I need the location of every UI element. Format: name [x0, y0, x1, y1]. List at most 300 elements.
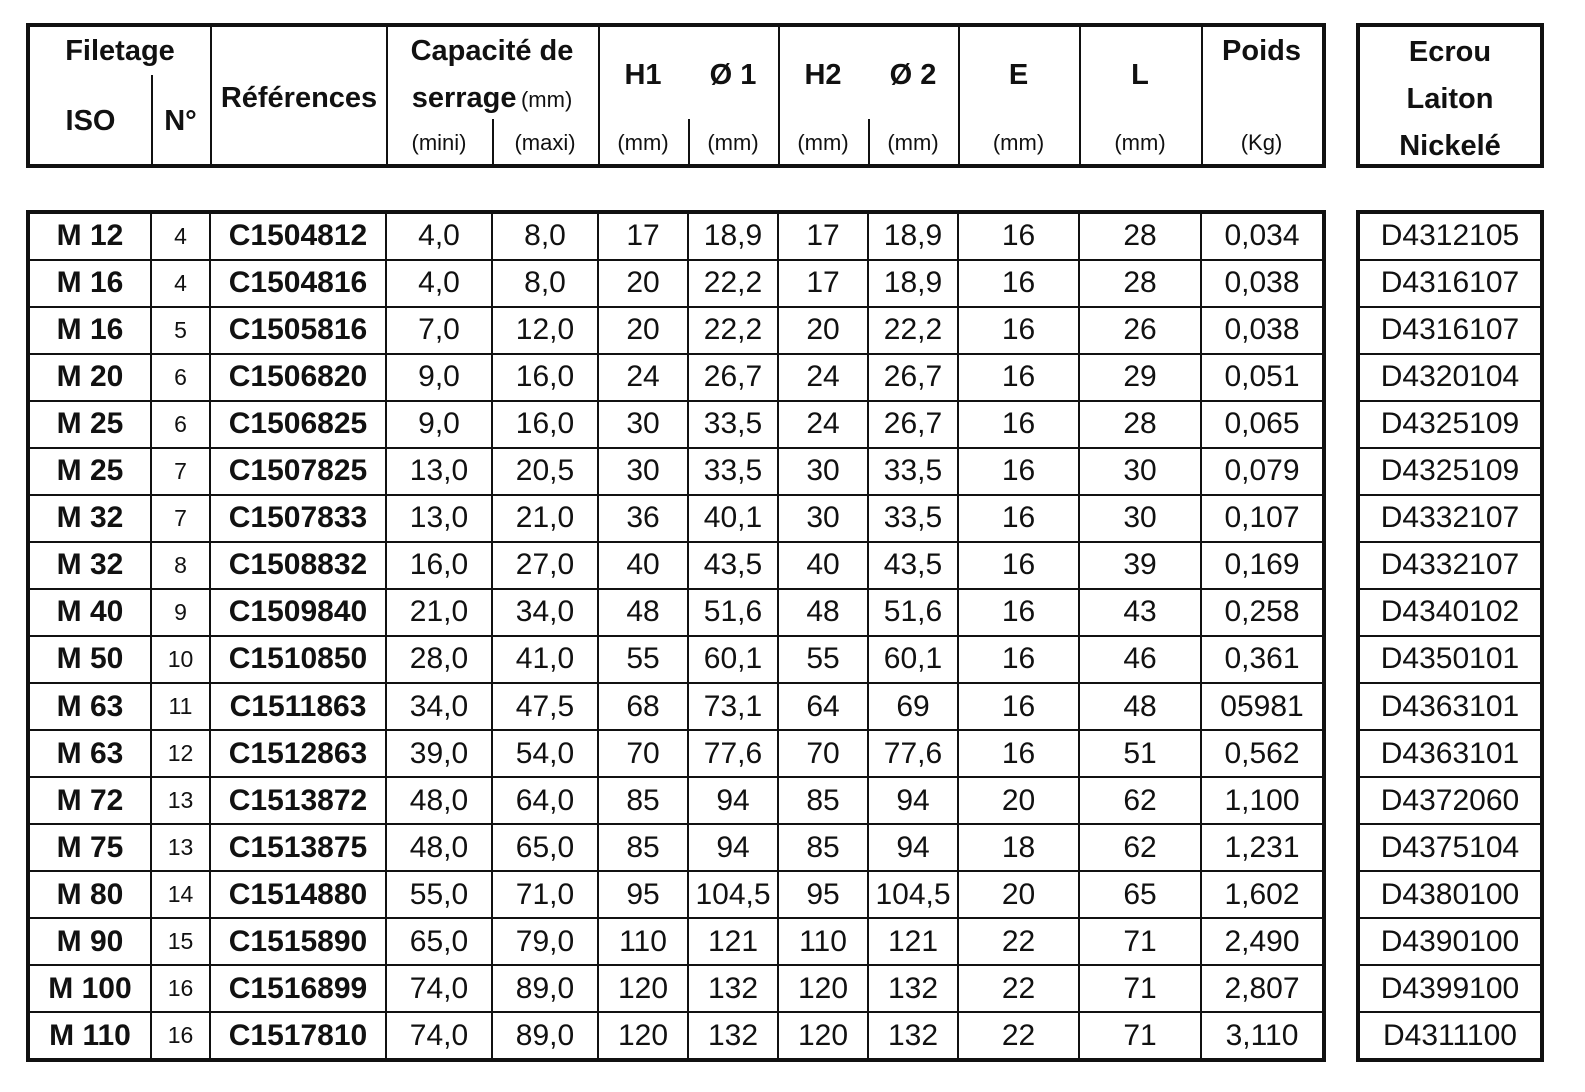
cell-ecrou: D4311100	[1382, 1018, 1517, 1052]
cell-num: 5	[151, 307, 210, 354]
cell-d2: 33,5	[868, 448, 958, 495]
cell-poids: 0,038	[1201, 260, 1322, 307]
cell-d1: 22,2	[688, 260, 778, 307]
cell-num: 9	[151, 589, 210, 636]
header-l-unit: (mm)	[1114, 130, 1166, 155]
ecrou-row	[1360, 589, 1540, 636]
cell-d2: 77,6	[868, 730, 958, 777]
ecrou-row	[1360, 965, 1540, 1012]
header-h2: H2	[804, 59, 842, 91]
cell-l: 39	[1079, 542, 1201, 589]
cell-ref: C1506825	[210, 401, 386, 448]
cell-ref: C1510850	[210, 636, 386, 683]
cell-h1: 20	[598, 260, 688, 307]
cell-h1: 48	[598, 589, 688, 636]
cell-ref: C1509840	[210, 589, 386, 636]
ecrou-header-line1: Ecrou	[1408, 36, 1492, 68]
cell-h2: 70	[778, 730, 868, 777]
cell-poids: 2,807	[1201, 965, 1322, 1012]
cell-d2: 132	[868, 965, 958, 1012]
cell-l: 62	[1079, 777, 1201, 824]
cell-maxi: 12,0	[492, 307, 598, 354]
cell-d1: 51,6	[688, 589, 778, 636]
ecrou-header	[1356, 23, 1544, 168]
ecrou-row	[1360, 307, 1540, 354]
cell-d1: 73,1	[688, 683, 778, 730]
header-capacite-unit: (mm)	[520, 87, 573, 112]
ecrou-header-line2: Laiton	[1406, 83, 1494, 115]
cell-mini: 13,0	[386, 495, 492, 542]
cell-mini: 21,0	[386, 589, 492, 636]
cell-ecrou: D4332107	[1360, 542, 1540, 589]
cell-h1: 36	[598, 495, 688, 542]
cell-d1: 94	[688, 824, 778, 871]
cell-d1: 132	[688, 1012, 778, 1058]
cell-h1: 120	[598, 965, 688, 1012]
cell-num: 4	[151, 214, 210, 260]
cell-d1: 60,1	[688, 636, 778, 683]
header-references: Références	[220, 82, 378, 114]
table-row	[30, 589, 1322, 636]
cell-poids: 0,065	[1201, 401, 1322, 448]
cell-num: 7	[151, 495, 210, 542]
cell-poids: 1,602	[1201, 871, 1322, 918]
cell-iso: M 25	[30, 448, 151, 495]
cell-h2: 40	[778, 542, 868, 589]
table-row	[30, 730, 1322, 777]
cell-h2: 20	[778, 307, 868, 354]
cell-iso: M 16	[30, 260, 151, 307]
cell-h1: 30	[598, 401, 688, 448]
cell-e: 18	[958, 824, 1079, 871]
cell-ref: C1513872	[210, 777, 386, 824]
cell-mini: 39,0	[386, 730, 492, 777]
cell-h2: 95	[778, 871, 868, 918]
table-row	[30, 636, 1322, 683]
cell-d2: 26,7	[868, 401, 958, 448]
cell-ecrou: D4312105	[1360, 214, 1540, 260]
cell-ecrou: D4372060	[1360, 777, 1540, 824]
cell-poids: 1,231	[1201, 824, 1322, 871]
cell-poids: 2,490	[1201, 918, 1322, 965]
cell-ecrou: D4375104	[1360, 824, 1540, 871]
cell-iso: M 75	[30, 824, 151, 871]
cell-e: 22	[958, 918, 1079, 965]
cell-d2: 132	[868, 1012, 958, 1058]
cell-d1: 77,6	[688, 730, 778, 777]
header-iso: ISO	[65, 105, 116, 137]
cell-e: 16	[958, 730, 1079, 777]
cell-mini: 7,0	[386, 307, 492, 354]
cell-maxi: 41,0	[492, 636, 598, 683]
ecrou-row	[1360, 730, 1540, 777]
cell-maxi: 20,5	[492, 448, 598, 495]
cell-d1: 26,7	[688, 354, 778, 401]
cell-mini: 16,0	[386, 542, 492, 589]
cell-l: 71	[1079, 918, 1201, 965]
cell-l: 26	[1079, 307, 1201, 354]
header-d2: Ø 2	[889, 59, 937, 91]
cell-l: 71	[1079, 965, 1201, 1012]
cell-l: 43	[1079, 589, 1201, 636]
cell-e: 22	[958, 965, 1079, 1012]
cell-l: 29	[1079, 354, 1201, 401]
cell-h1: 20	[598, 307, 688, 354]
cell-h2: 120	[778, 1012, 868, 1058]
cell-d1: 33,5	[688, 401, 778, 448]
table-row	[30, 354, 1322, 401]
cell-maxi: 27,0	[492, 542, 598, 589]
cell-h1: 95	[598, 871, 688, 918]
cell-e: 16	[958, 495, 1079, 542]
cell-maxi: 89,0	[492, 1012, 598, 1058]
cell-h2: 48	[778, 589, 868, 636]
cell-num: 8	[151, 542, 210, 589]
header-filetage: Filetage	[65, 35, 175, 67]
cell-ref: C1504812	[210, 214, 386, 260]
cell-d1: 43,5	[688, 542, 778, 589]
cell-d2: 69	[868, 683, 958, 730]
cell-d2: 43,5	[868, 542, 958, 589]
cell-ref: C1516899	[210, 965, 386, 1012]
ecrou-row	[1360, 824, 1540, 871]
ecrou-row	[1360, 777, 1540, 824]
cell-iso: M 25	[30, 401, 151, 448]
cell-d1: 33,5	[688, 448, 778, 495]
cell-h2: 24	[778, 401, 868, 448]
cell-mini: 74,0	[386, 965, 492, 1012]
cell-ref: C1513875	[210, 824, 386, 871]
cell-d2: 26,7	[868, 354, 958, 401]
cell-maxi: 64,0	[492, 777, 598, 824]
cell-ecrou: D4320104	[1360, 354, 1540, 401]
cell-iso: M 90	[30, 918, 151, 965]
cell-iso: M 80	[30, 871, 151, 918]
header-l: L	[1131, 59, 1149, 91]
cell-ecrou: D4380100	[1360, 871, 1540, 918]
header-mini: (mini)	[411, 130, 467, 155]
cell-iso: M 12	[30, 214, 151, 260]
cell-num: 13	[151, 824, 210, 871]
ecrou-row	[1360, 260, 1540, 307]
cell-l: 51	[1079, 730, 1201, 777]
cell-h2: 17	[778, 260, 868, 307]
cell-poids: 0,079	[1201, 448, 1322, 495]
cell-num: 12	[151, 730, 210, 777]
cell-d2: 104,5	[868, 871, 958, 918]
cell-mini: 13,0	[386, 448, 492, 495]
cell-maxi: 54,0	[492, 730, 598, 777]
cell-mini: 9,0	[386, 401, 492, 448]
cell-ref: C1515890	[210, 918, 386, 965]
cell-ref: C1517810	[210, 1012, 386, 1058]
cell-poids: 0,562	[1201, 730, 1322, 777]
cell-l: 28	[1079, 214, 1201, 260]
header-d1-unit: (mm)	[707, 130, 759, 155]
table-row	[30, 777, 1322, 824]
cell-l: 30	[1079, 448, 1201, 495]
cell-d2: 18,9	[868, 260, 958, 307]
cell-e: 16	[958, 683, 1079, 730]
cell-poids: 0,038	[1201, 307, 1322, 354]
header-e: E	[1008, 59, 1029, 91]
header-num: N°	[164, 105, 197, 137]
cell-num: 13	[151, 777, 210, 824]
ecrou-row	[1360, 683, 1540, 730]
cell-h1: 24	[598, 354, 688, 401]
cell-ref: C1506820	[210, 354, 386, 401]
cell-ecrou: D4363101	[1360, 730, 1540, 777]
cell-ecrou: D4325109	[1360, 448, 1540, 495]
data-table-grid	[30, 214, 1322, 1058]
header-capacite-serrage: serrage	[411, 82, 517, 114]
header-poids-unit: (Kg)	[1240, 130, 1283, 155]
cell-h1: 55	[598, 636, 688, 683]
ecrou-header-line3: Nickelé	[1399, 130, 1501, 162]
cell-e: 20	[958, 777, 1079, 824]
ecrou-table-body	[1360, 214, 1540, 1058]
header-poids: Poids	[1222, 35, 1301, 67]
cell-poids: 0,258	[1201, 589, 1322, 636]
table-row	[30, 307, 1322, 354]
header-d2-unit: (mm)	[887, 130, 939, 155]
cell-iso: M 50	[30, 636, 151, 683]
cell-maxi: 47,5	[492, 683, 598, 730]
cell-d2: 18,9	[868, 214, 958, 260]
header-h2-unit: (mm)	[797, 130, 849, 155]
cell-e: 16	[958, 589, 1079, 636]
cell-mini: 9,0	[386, 354, 492, 401]
cell-ref: C1514880	[210, 871, 386, 918]
cell-iso: M 63	[30, 683, 151, 730]
cell-h2: 30	[778, 495, 868, 542]
cell-ref: C1507825	[210, 448, 386, 495]
cell-d2: 94	[868, 824, 958, 871]
cell-l: 46	[1079, 636, 1201, 683]
cell-num: 10	[151, 636, 210, 683]
table-row	[30, 871, 1322, 918]
cell-num: 4	[151, 260, 210, 307]
cell-mini: 34,0	[386, 683, 492, 730]
cell-e: 16	[958, 401, 1079, 448]
cell-num: 6	[151, 401, 210, 448]
cell-ref: C1505816	[210, 307, 386, 354]
cell-mini: 48,0	[386, 824, 492, 871]
ecrou-row	[1360, 448, 1540, 495]
cell-num: 15	[151, 918, 210, 965]
header-capacite-line2	[386, 82, 598, 115]
cell-d1: 121	[688, 918, 778, 965]
header-d1: Ø 1	[709, 59, 757, 91]
cell-e: 16	[958, 448, 1079, 495]
cell-poids: 05981	[1201, 683, 1322, 730]
cell-ecrou: D4340102	[1360, 589, 1540, 636]
data-table-body	[30, 214, 1322, 1058]
cell-poids: 1,100	[1201, 777, 1322, 824]
cell-num: 6	[151, 354, 210, 401]
cell-maxi: 16,0	[492, 401, 598, 448]
cell-maxi: 65,0	[492, 824, 598, 871]
cell-e: 20	[958, 871, 1079, 918]
ecrou-row	[1360, 1012, 1540, 1058]
table-row	[30, 260, 1322, 307]
cell-poids: 0,361	[1201, 636, 1322, 683]
cell-h1: 40	[598, 542, 688, 589]
cell-iso: M 16	[30, 307, 151, 354]
cell-maxi: 34,0	[492, 589, 598, 636]
ecrou-row	[1360, 214, 1540, 260]
header-e-unit: (mm)	[992, 130, 1045, 155]
table-row	[30, 965, 1322, 1012]
cell-num: 14	[151, 871, 210, 918]
cell-mini: 4,0	[386, 260, 492, 307]
cell-d2: 51,6	[868, 589, 958, 636]
cell-l: 62	[1079, 824, 1201, 871]
cell-maxi: 79,0	[492, 918, 598, 965]
cell-poids: 0,034	[1201, 214, 1322, 260]
cell-ecrou: D4363101	[1360, 683, 1540, 730]
cell-h1: 110	[598, 918, 688, 965]
ecrou-row	[1360, 636, 1540, 683]
cell-iso: M 72	[30, 777, 151, 824]
cell-iso: M 20	[30, 354, 151, 401]
cell-maxi: 71,0	[492, 871, 598, 918]
cell-h2: 17	[778, 214, 868, 260]
ecrou-table-grid	[1360, 214, 1540, 1058]
cell-ecrou: D4316107	[1360, 307, 1540, 354]
cell-e: 16	[958, 636, 1079, 683]
cell-h2: 55	[778, 636, 868, 683]
cell-iso: M 40	[30, 589, 151, 636]
ecrou-table	[1356, 210, 1544, 1062]
cell-mini: 74,0	[386, 1012, 492, 1058]
cell-h1: 85	[598, 777, 688, 824]
cell-mini: 65,0	[386, 918, 492, 965]
cell-h2: 120	[778, 965, 868, 1012]
cell-e: 22	[958, 1012, 1079, 1058]
cell-h2: 110	[778, 918, 868, 965]
ecrou-header-text	[1360, 29, 1540, 170]
cell-h1: 85	[598, 824, 688, 871]
cell-h2: 85	[778, 777, 868, 824]
table-row	[30, 542, 1322, 589]
cell-h1: 70	[598, 730, 688, 777]
cell-l: 65	[1079, 871, 1201, 918]
cell-e: 16	[958, 260, 1079, 307]
cell-iso: M 32	[30, 542, 151, 589]
cell-e: 16	[958, 307, 1079, 354]
data-table	[26, 210, 1326, 1062]
cell-d2: 33,5	[868, 495, 958, 542]
cell-mini: 55,0	[386, 871, 492, 918]
cell-ref: C1507833	[210, 495, 386, 542]
cell-ref: C1508832	[210, 542, 386, 589]
table-row	[30, 918, 1322, 965]
header-h1-unit: (mm)	[617, 130, 669, 155]
cell-ecrou: D4399100	[1360, 965, 1540, 1012]
cell-d2: 60,1	[868, 636, 958, 683]
cell-ecrou: D4332107	[1360, 495, 1540, 542]
cell-poids: 0,107	[1201, 495, 1322, 542]
cell-ref: C1504816	[210, 260, 386, 307]
cell-maxi: 8,0	[492, 260, 598, 307]
cell-ref: C1512863	[210, 730, 386, 777]
table-row	[30, 448, 1322, 495]
ecrou-row	[1360, 495, 1540, 542]
cell-h2: 24	[778, 354, 868, 401]
table-row	[30, 824, 1322, 871]
cell-iso: M 110	[30, 1012, 151, 1058]
table-row	[30, 214, 1322, 260]
cell-h2: 85	[778, 824, 868, 871]
cell-d2: 22,2	[868, 307, 958, 354]
cell-d1: 132	[688, 965, 778, 1012]
cell-mini: 4,0	[386, 214, 492, 260]
cell-ecrou: D4325109	[1360, 401, 1540, 448]
header-maxi: (maxi)	[514, 130, 576, 155]
cell-maxi: 8,0	[492, 214, 598, 260]
cell-d1: 22,2	[688, 307, 778, 354]
header-h1: H1	[624, 59, 662, 91]
cell-iso: M 100	[30, 965, 151, 1012]
ecrou-row	[1360, 871, 1540, 918]
cell-poids: 0,169	[1201, 542, 1322, 589]
cell-ecrou: D4316107	[1360, 260, 1540, 307]
cell-h1: 17	[598, 214, 688, 260]
cell-e: 16	[958, 542, 1079, 589]
cell-l: 48	[1079, 683, 1201, 730]
table-row	[30, 401, 1322, 448]
cell-l: 71	[1079, 1012, 1201, 1058]
cell-num: 11	[151, 683, 210, 730]
cell-h1: 120	[598, 1012, 688, 1058]
cell-l: 30	[1079, 495, 1201, 542]
cell-poids: 3,110	[1225, 1018, 1299, 1052]
cell-poids: 0,051	[1201, 354, 1322, 401]
ecrou-row	[1360, 918, 1540, 965]
header-capacite-line1: Capacité de	[410, 35, 574, 67]
cell-e: 16	[958, 214, 1079, 260]
cell-d2: 94	[868, 777, 958, 824]
table-header	[26, 23, 1326, 168]
cell-num: 16	[151, 965, 210, 1012]
cell-mini: 28,0	[386, 636, 492, 683]
cell-d2: 121	[868, 918, 958, 965]
ecrou-row	[1360, 354, 1540, 401]
cell-h1: 30	[598, 448, 688, 495]
cell-d1: 40,1	[688, 495, 778, 542]
cell-l: 28	[1079, 260, 1201, 307]
cell-maxi: 16,0	[492, 354, 598, 401]
cell-e: 16	[958, 354, 1079, 401]
cell-h2: 64	[778, 683, 868, 730]
table-row	[30, 495, 1322, 542]
cell-maxi: 89,0	[492, 965, 598, 1012]
cell-mini: 48,0	[386, 777, 492, 824]
cell-h2: 30	[778, 448, 868, 495]
cell-ecrou: D4390100	[1360, 918, 1540, 965]
cell-iso: M 32	[30, 495, 151, 542]
cell-ecrou: D4350101	[1360, 636, 1540, 683]
table-row	[30, 1012, 1322, 1058]
ecrou-row	[1360, 401, 1540, 448]
cell-d1: 94	[688, 777, 778, 824]
cell-maxi: 21,0	[492, 495, 598, 542]
cell-num: 16	[151, 1012, 210, 1058]
cell-ref: C1511863	[210, 683, 386, 730]
table-row	[30, 683, 1322, 730]
cell-l: 28	[1079, 401, 1201, 448]
